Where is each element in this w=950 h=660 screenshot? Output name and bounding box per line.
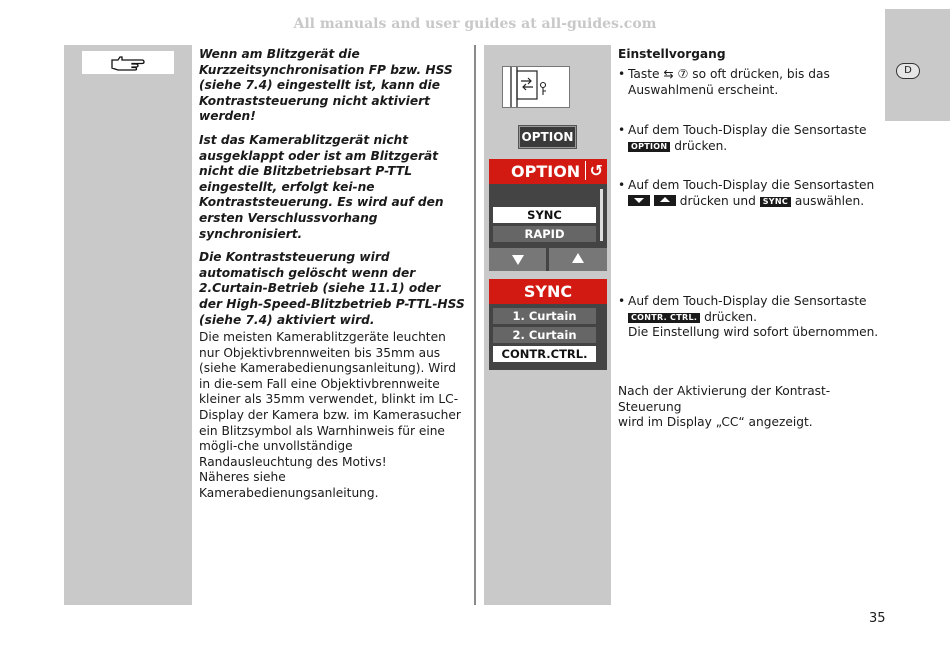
option-tag: OPTION [628,142,670,152]
menu-item-contr-ctrl[interactable]: CONTR.CTRL. [493,346,596,362]
menu-item-rapid[interactable]: RAPID [493,226,596,242]
activation-note-a: Nach der Aktivierung der Kontrast-Steuerung [618,384,831,414]
section-heading: Einstellvorgang [618,47,726,61]
sync-screen-title: SYNC [489,279,607,304]
step-4: • Auf dem Touch-Display die Sensortaste CONTR. CTRL. drücken. Die Einstellung wird sofort übernommen. [618,294,886,341]
step-4-text-c: Die Einstellung wird sofort übernommen. [628,325,879,340]
arrow-up-icon [572,253,584,263]
contr-ctrl-tag: CONTR. CTRL. [628,313,700,323]
note-ttl: Ist das Kamerablitzgerät nicht ausgeklappt oder ist am Blitzgerät nicht die Blitzbetriebsart P-TTL eingestellt, erfolgt kei-ne Kontraststeuerung. Es wird auf den ersten Verschlussvorhang synchronisiert. [199,132,444,241]
option-button[interactable]: OPTION [519,126,576,148]
right-heading [618,47,886,63]
step-4-text: Auf dem Touch-Display die Sensortaste [628,294,867,308]
scroll-up-button[interactable] [549,248,607,271]
step-1-text: Taste [628,67,660,81]
step-1-text-b: so oft drücken, bis das [692,67,830,81]
camera-button-icon [502,66,570,108]
step-3: • Auf dem Touch-Display die Sensortasten drücken und SYNC auswählen. [618,178,875,208]
menu-item-1-curtain[interactable]: 1. Curtain [493,308,596,324]
step-2: • Auf dem Touch-Display die Sensortaste OPTION drücken. [618,123,867,153]
menu-item-sync[interactable]: SYNC [493,207,596,223]
step-3-text-c: auswählen. [794,193,865,208]
scroll-down-button[interactable] [489,248,546,271]
left-margin-bar [64,45,192,605]
step-1-text-c: Auswahlmenü erscheint. [628,82,779,97]
column-divider [474,45,476,605]
watermark: All manuals and user guides at all-guides.com [293,16,657,32]
arrow-down-icon [512,255,524,265]
step-2-text-b: drücken. [674,138,728,153]
option-screen-title: OPTION [511,162,581,181]
language-badge: D [896,63,920,79]
step-3-text-b: drücken und [679,193,756,208]
step-1: • Taste ⇆ ⑦ so oft drücken, bis das Auswahlmenü erscheint. [618,67,886,98]
note-auto-delete: Die Kontraststeuerung wird automatisch gelöscht wenn der 2.Curtain-Betrieb (siehe 11.1) oder der High-Speed-Blitzbetrieb P-TTL-HSS (siehe 7.4) aktiviert wird. [199,250,465,327]
body-text: Die meisten Kamerablitzgeräte leuchten nur Objektivbrennweiten bis 35mm aus (siehe Kamerabedienungsanleitung). Wird in die-sem Fall eine Objektivbrennweite kleiner als 35mm verwendet, blinkt im LC-Display der Kamera bzw. im Kamerasucher ein Blitzsymbol als Warnhinweis für eine mögli-che unvollständige Randausleuchtung des Motivs! [199,330,461,469]
activation-note [618,384,886,431]
sync-tag: SYNC [760,197,791,207]
note-fp-hss: Wenn am Blitzgerät die Kurzzeitsynchronisation FP bzw. HSS (siehe 7.4) eingestellt ist, kann die Kontraststeuerung nicht aktiviert werden! [199,47,453,124]
step-3-text: Auf dem Touch-Display die Sensortasten [628,178,875,192]
activation-note-b: wird im Display „CC“ angezeigt. [618,415,813,430]
menu-item-2-curtain[interactable]: 2. Curtain [493,327,596,343]
step-2-text: Auf dem Touch-Display die Sensortaste [628,123,867,137]
body-text-end: Näheres siehe Kamerabedienungsanleitung. [199,470,379,501]
option-screen [489,159,607,271]
option-screen-header [489,159,607,184]
arrow-down-tag-icon [628,195,650,206]
arrow-up-tag-icon [654,195,676,206]
left-column [199,47,467,502]
note-hand-icon [82,51,174,74]
page-number: 35 [869,611,886,626]
sync-screen [489,279,607,370]
step-4-text-b: drücken. [704,309,757,324]
swap-key-icon: ⇆ ⑦ [663,67,689,81]
scrollbar[interactable] [600,189,603,241]
return-icon[interactable]: ↺ [585,161,603,180]
